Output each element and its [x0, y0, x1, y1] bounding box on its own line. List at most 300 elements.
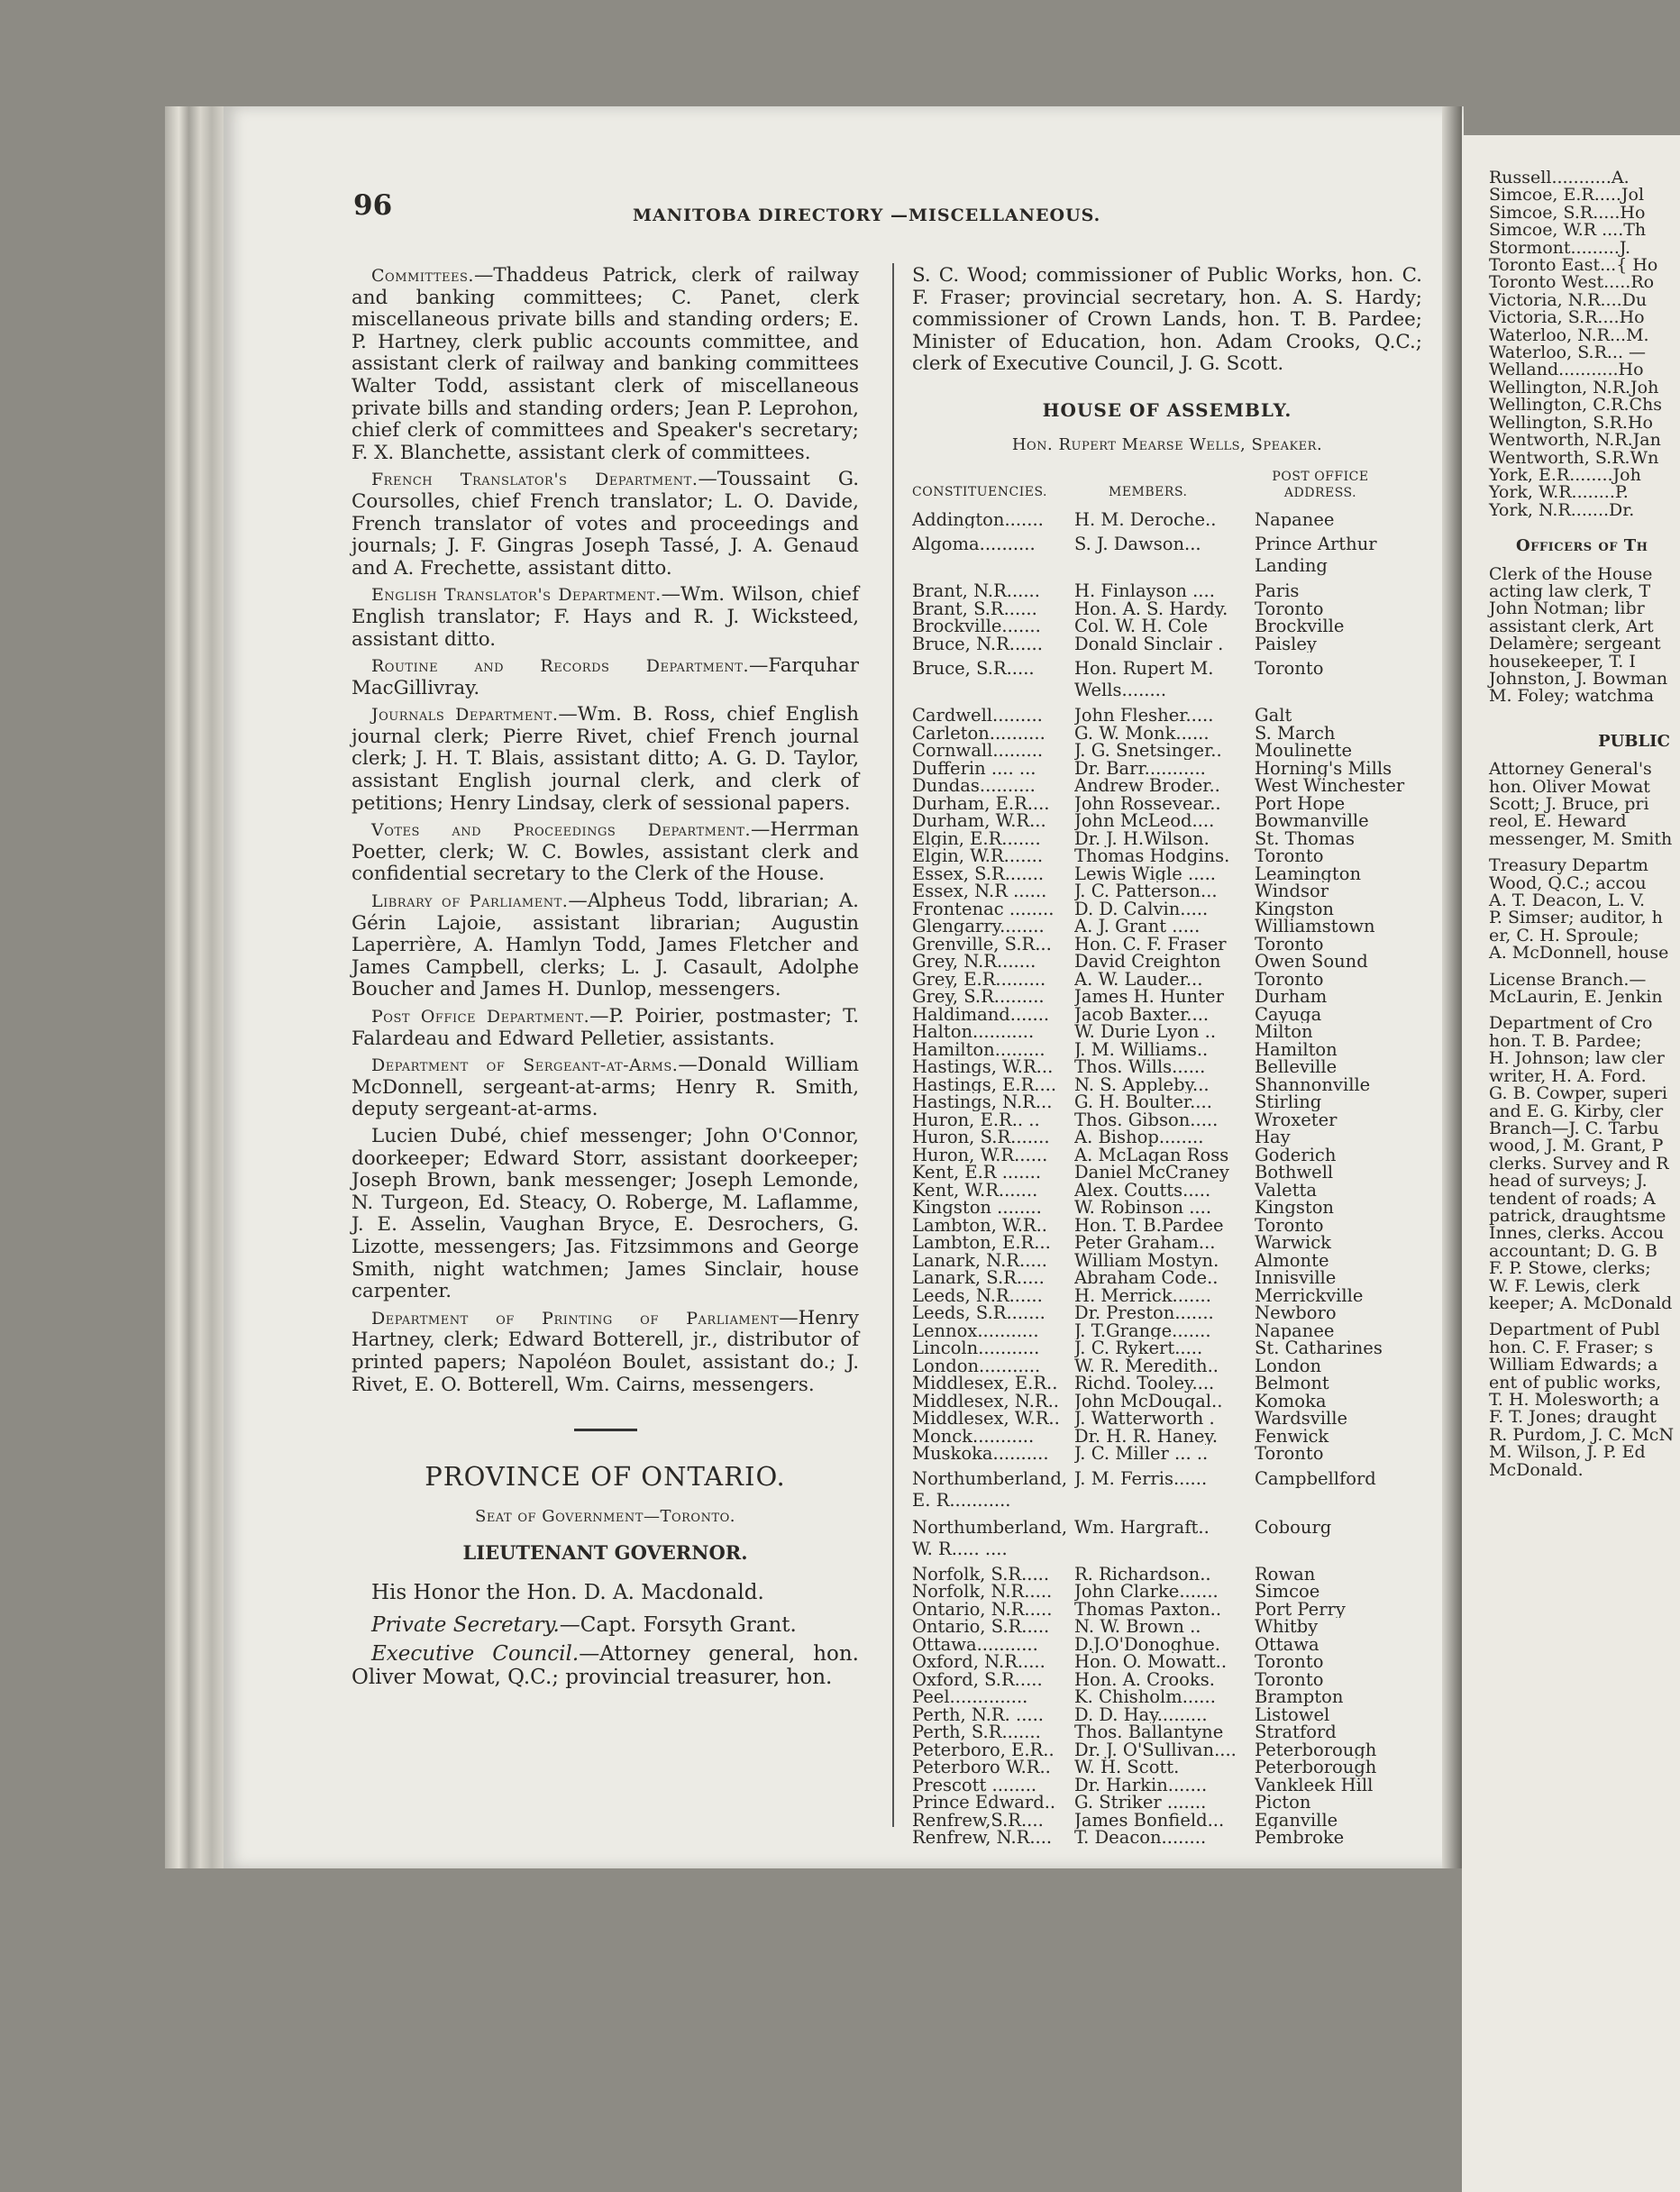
text-line: hon. Oliver Mowat [1489, 776, 1650, 797]
constituency-cell: Hastings, E.R.... [912, 1075, 1057, 1094]
text-line: ent of public works, [1489, 1372, 1662, 1393]
post-office-cell: Toronto [1255, 1445, 1324, 1463]
list-item: Simcoe, S.R.....Ho [1489, 202, 1646, 223]
text-line: head of surveys; J. [1489, 1171, 1648, 1192]
member-cell: John McLeod.... [1074, 812, 1215, 830]
private-secretary-label: Private Secretary. [371, 1612, 560, 1637]
post-office-cell: Toronto [1255, 658, 1324, 680]
member-cell: Lewis Wigle ..... [1074, 864, 1217, 883]
department-paragraph [352, 1006, 859, 1050]
constituency-cell: Renfrew, N.R.... [912, 1829, 1053, 1847]
text-line: F. T. Jones; draught [1489, 1407, 1657, 1428]
member-cell: J. C. Patterson... [1074, 882, 1218, 900]
table-row [912, 1128, 1422, 1146]
text-line: Johnston, J. Bowman [1489, 668, 1668, 689]
text-line: McDonald. [1489, 1459, 1584, 1480]
constituency-cell: Elgin, W.R....... [912, 847, 1044, 865]
department-paragraph [352, 265, 859, 464]
table-row [912, 1741, 1422, 1759]
constituency-cell: Grey, S.R......... [912, 988, 1045, 1006]
constituency-cell: Grey, N.R....... [912, 953, 1036, 971]
post-office-cell: St. Catharines [1255, 1339, 1383, 1357]
member-cell: Richd. Tooley.... [1074, 1375, 1215, 1393]
table-row [912, 1058, 1422, 1076]
officers-text [1489, 563, 1680, 707]
table-row [912, 1688, 1422, 1706]
post-office-cell: Goderich [1255, 1146, 1337, 1164]
table-row [912, 534, 1422, 577]
constituency-cell: Hastings, W.R... [912, 1058, 1054, 1076]
member-cell: A. W. Lauder... [1074, 970, 1203, 989]
member-cell: Dr. Preston....... [1074, 1304, 1214, 1322]
table-row [912, 1566, 1422, 1584]
post-office-cell: Stirling [1255, 1093, 1322, 1111]
text-line: writer, H. A. Ford. [1489, 1065, 1647, 1086]
text-line: Department of Publ [1489, 1320, 1660, 1340]
post-office-cell: Milton [1255, 1023, 1313, 1041]
member-cell: N. S. Appleby... [1074, 1075, 1210, 1094]
table-row [912, 760, 1422, 778]
table-row [912, 1445, 1422, 1463]
post-office-cell: Picton [1255, 1794, 1311, 1812]
post-office-cell: Napanee [1255, 1321, 1335, 1340]
member-cell: G. W. Monk...... [1074, 724, 1210, 743]
text-line: accountant; D. G. B [1489, 1240, 1657, 1261]
text-line: McLaurin, E. Jenkin [1489, 987, 1663, 1008]
table-row [912, 1671, 1422, 1689]
table-row [912, 1357, 1422, 1375]
text-line: Innes, clerks. Accou [1489, 1223, 1665, 1244]
member-cell: J. G. Snetsinger.. [1074, 742, 1222, 760]
table-row [912, 777, 1422, 795]
member-cell: Hon. Rupert M. Wells........ [1074, 658, 1214, 701]
text-line: hon. C. F. Fraser; s [1489, 1337, 1654, 1357]
constituency-cell: Bruce, N.R...... [912, 635, 1043, 653]
department-paragraph [352, 1308, 859, 1396]
text-line: housekeeper, T. I [1489, 651, 1636, 671]
post-office-cell: Wardsville [1255, 1410, 1348, 1428]
table-row [912, 1653, 1422, 1671]
text-line: er, C. H. Sproule; [1489, 925, 1639, 945]
table-row [912, 1517, 1422, 1560]
member-cell: Thomas Paxton.. [1074, 1600, 1222, 1619]
member-cell: J. C. Miller ... .. [1074, 1445, 1209, 1463]
table-row [912, 795, 1422, 813]
table-row [912, 600, 1422, 618]
section-divider [574, 1429, 637, 1431]
text-line: acting law clerk, T [1489, 580, 1651, 601]
member-cell: Wm. Hargraft.. [1074, 1516, 1210, 1538]
table-row [912, 1041, 1422, 1059]
table-row [912, 1182, 1422, 1200]
table-row [912, 1269, 1422, 1287]
constituency-cell: Prescott ........ [912, 1776, 1037, 1795]
list-item: Toronto East...{ Ho [1489, 255, 1658, 276]
constituency-cell: Lincoln........... [912, 1339, 1040, 1357]
text-line: M. Foley; watchma [1489, 686, 1655, 707]
constituency-cell: Essex, S.R....... [912, 864, 1045, 883]
list-item: Russell...........A. [1489, 168, 1630, 187]
department-heading: Post Office Department. [371, 1007, 590, 1027]
constituency-cell: Cornwall......... [912, 742, 1044, 760]
text-line: John Notman; libr [1489, 598, 1645, 619]
text-line: Branch—J. C. Tarbu [1489, 1118, 1659, 1138]
member-cell: W. R. Meredith.. [1074, 1356, 1219, 1375]
text-line: clerks. Survey and R [1489, 1153, 1669, 1174]
constituency-cell: Cardwell......... [912, 707, 1043, 725]
post-office-cell: Port Hope [1255, 794, 1346, 813]
member-cell: J. T.Grange....... [1074, 1321, 1211, 1340]
text-line: wood, J. M. Grant, P [1489, 1136, 1664, 1156]
post-office-cell: Horning's Mills [1255, 759, 1392, 778]
member-cell: W. Durie Lyon .. [1074, 1023, 1217, 1041]
post-office-cell: Merrickville [1255, 1286, 1364, 1305]
member-cell: Hon. A. S. Hardy. [1074, 599, 1228, 618]
constituency-cell: Halton........... [912, 1023, 1035, 1041]
post-office-cell: Bothwell [1255, 1164, 1334, 1182]
member-cell: John Clarke....... [1074, 1583, 1219, 1601]
member-cell: Hon. O. Mowatt.. [1074, 1653, 1228, 1671]
public-departments-text [1489, 761, 1680, 1479]
post-office-cell: Newboro [1255, 1304, 1337, 1322]
member-cell: Daniel McCraney [1074, 1164, 1229, 1182]
post-office-cell: Toronto [1255, 1216, 1324, 1235]
speaker-line: Hon. Rupert Mearse Wells, Speaker. [1011, 434, 1323, 454]
private-secretary-text: —Capt. Forsyth Grant. [559, 1612, 797, 1637]
table-row [912, 1076, 1422, 1094]
post-office-cell: Innisville [1255, 1269, 1337, 1287]
text-line: G. B. Cowper, superi [1489, 1083, 1667, 1104]
list-item: Wentworth, S.R.Wn [1489, 447, 1659, 468]
post-office-cell: Shannonville [1255, 1075, 1371, 1094]
table-row [912, 1006, 1422, 1024]
table-row [912, 1706, 1422, 1724]
table-row [912, 988, 1422, 1006]
text-line: Department of Cro [1489, 1013, 1653, 1034]
table-row [912, 1636, 1422, 1654]
post-office-cell: Valetta [1255, 1181, 1317, 1200]
text-line: P. Simser; auditor, h [1489, 908, 1663, 928]
post-office-cell: Toronto [1255, 847, 1324, 865]
member-cell: Col. W. H. Cole [1074, 617, 1209, 635]
member-cell: Hon. A. Crooks. [1074, 1670, 1215, 1689]
text-line: messenger, M. Smith [1489, 828, 1673, 849]
member-cell: D. D. Calvin..... [1074, 900, 1209, 918]
member-cell: Dr. J. O'Sullivan.... [1074, 1740, 1237, 1759]
constituency-cell: Huron, W.R...... [912, 1146, 1048, 1164]
constituency-cell: Middlesex, N.R.. [912, 1392, 1059, 1411]
book-gutter [1442, 106, 1462, 1868]
adjacent-page [1462, 135, 1680, 2192]
table-row [912, 1375, 1422, 1393]
adjacent-page-text [1462, 135, 1680, 1479]
text-line: A. McDonnell, house [1489, 943, 1669, 964]
constituency-cell: Huron, S.R....... [912, 1128, 1050, 1146]
list-item: Victoria, N.R....Du [1489, 289, 1648, 310]
lg-name-text: His Honor the Hon. D. A. Macdonald. [371, 1580, 764, 1604]
text-line: Wood, Q.C.; accou [1489, 872, 1647, 893]
department-paragraph [352, 890, 859, 1001]
department-text: —Alpheus Todd, librarian; A. Gérin Lajoie, assistant librarian; Augustin Laperrière, A. Hamlyn Todd, James Fletcher and James Campbell, clerks; L. J. Casault, Adolphe Boucher and James H. Dunlop, messengers. [352, 890, 859, 1001]
post-office-cell: Simcoe [1255, 1583, 1320, 1601]
constituency-cell: Middlesex, W.R.. [912, 1410, 1060, 1428]
text-line: patrick, draughtsme [1489, 1205, 1666, 1226]
post-office-cell: Paris [1255, 582, 1300, 600]
post-office-cell: Port Perry [1255, 1600, 1346, 1619]
executive-council [352, 1642, 859, 1689]
executive-council-text: —Attorney general, hon. Oliver Mowat, Q.C.; provincial treasurer, hon. [352, 1641, 859, 1689]
list-item: Simcoe, W.R ....Th [1489, 220, 1647, 241]
constituency-cell: Lanark, S.R..... [912, 1269, 1045, 1287]
table-row [912, 1812, 1422, 1830]
department-paragraph [352, 584, 859, 651]
header-constituencies: CONSTITUENCIES. [912, 485, 1048, 500]
post-office-cell: Toronto [1255, 1670, 1324, 1689]
member-cell: R. Richardson.. [1074, 1565, 1211, 1584]
constituency-cell: Peterboro W.R.. [912, 1758, 1051, 1776]
executive-council-continuation: S. C. Wood; commissioner of Public Works, hon. C. F. Fraser; provincial secretary, hon. A. S. Hardy; commissioner of Crown Lands, hon. T. B. Pardee; Minister of Education, hon. Adam Crooks, Q.C.; clerk of Executive Council, J. G. Scott. [912, 264, 1422, 376]
constituency-cell: Ontario, S.R..... [912, 1618, 1050, 1636]
department-text: —P. Poirier, postmaster; T. Falardeau and Edward Pelletier, assistants. [352, 1005, 859, 1050]
table-row [912, 1723, 1422, 1741]
post-office-cell: Peterborough [1255, 1758, 1377, 1776]
running-title: MANITOBA DIRECTORY —MISCELLANEOUS. [633, 206, 1101, 225]
table-row [912, 865, 1422, 883]
table-row [912, 1287, 1422, 1305]
member-cell: Thos. Wills...... [1074, 1058, 1206, 1076]
department-heading: Library of Parliament. [371, 891, 569, 912]
text-line: reol, E. Heward [1489, 811, 1627, 832]
post-office-cell: Rowan [1255, 1565, 1316, 1584]
table-row [912, 707, 1422, 725]
list-item: Victoria, S.R....Ho [1489, 307, 1645, 328]
member-cell: T. Deacon........ [1074, 1829, 1207, 1847]
table-row [912, 1234, 1422, 1252]
post-office-cell: Paisley [1255, 635, 1317, 653]
post-office-cell: Wroxeter [1255, 1110, 1338, 1129]
list-item: Waterloo, S.R... — [1489, 342, 1647, 363]
post-office-cell: West Winchester [1255, 777, 1405, 795]
list-item: Waterloo, N.R...M. [1489, 324, 1649, 345]
member-cell: K. Chisholm...... [1074, 1688, 1216, 1706]
member-cell: S. J. Dawson... [1074, 534, 1201, 555]
post-office-cell: Campbellford [1255, 1467, 1376, 1489]
table-row [912, 1339, 1422, 1357]
list-item: Wellington, C.R.Chs [1489, 395, 1663, 416]
member-cell: Thos. Gibson..... [1074, 1110, 1219, 1129]
post-office-cell: Prince Arthur Landing [1255, 534, 1377, 577]
constituency-cell: Huron, E.R.. .. [912, 1110, 1040, 1129]
adjacent-constituency-rows [1489, 169, 1680, 519]
constituency-cell: Grenville, S.R... [912, 935, 1052, 954]
post-office-cell: Williamstown [1255, 918, 1375, 936]
department-heading: Routine and Records Department. [371, 656, 750, 677]
department-text: —Thaddeus Patrick, clerk of railway and banking committees; C. Panet, clerk miscellaneous private bills and standing orders; E. P. Hartney, clerk public accounts committee, and assistant clerk of railway and banking committees Walter Todd, assistant clerk of miscellaneous private bills and standing orders; Jean P. Leprohon, chief clerk of committees and Speaker's secretary; F. X. Blanchette, assistant clerk of committees. [352, 264, 859, 464]
department-paragraph [352, 1055, 859, 1121]
constituency-cell: Northumberland, W. R..... .... [912, 1516, 1068, 1559]
table-row [912, 725, 1422, 743]
constituency-cell: Lambton, W.R.. [912, 1216, 1047, 1235]
post-office-cell: Kingston [1255, 900, 1334, 918]
member-cell: Andrew Broder.. [1074, 777, 1220, 795]
post-office-cell: Toronto [1255, 935, 1324, 954]
text-line: Scott; J. Bruce, pri [1489, 794, 1649, 814]
post-office-cell: Peterborough [1255, 1740, 1377, 1759]
member-cell: W. Robinson .... [1074, 1199, 1212, 1217]
text-line: M. Wilson, J. P. Ed [1489, 1442, 1646, 1463]
text-line: Attorney General's [1489, 759, 1652, 780]
post-office-cell: Ottawa [1255, 1635, 1319, 1654]
constituency-cell: Ottawa........... [912, 1635, 1038, 1654]
department-text: —Farquhar MacGillivray. [352, 654, 859, 699]
department-paragraph [352, 704, 859, 815]
text-line: tendent of roads; A [1489, 1188, 1656, 1209]
constituency-cell: Middlesex, E.R.. [912, 1375, 1058, 1393]
department-text: —Wm. B. Ross, chief English journal clerk; Pierre Rivet, chief French journal clerk; J. H. T. Blais, assistant ditto; A. G. D. Taylor, assistant English journal clerk, and clerk of petitions; Henry Lindsay, clerk of sessional papers. [352, 703, 859, 815]
department-heading: Committees. [371, 266, 474, 286]
department-text: —Donald William McDonnell, sergeant-at-arms; Henry R. Smith, deputy sergeant-at-arms. [352, 1054, 860, 1121]
list-item: York, W.R........P. [1489, 482, 1629, 503]
officers-heading: Officers of Th [1516, 536, 1648, 556]
post-office-cell: Windsor [1255, 882, 1329, 900]
member-cell: Dr. J. H.Wilson. [1074, 829, 1210, 848]
constituency-cell: Grey, E.R......... [912, 970, 1046, 989]
table-row [912, 582, 1422, 600]
post-office-cell: Eganville [1255, 1811, 1338, 1830]
constituency-cell: Carleton.......... [912, 724, 1045, 743]
post-office-cell: Bowmanville [1255, 812, 1369, 830]
member-cell: James H. Hunter [1074, 988, 1224, 1006]
post-office-cell: Pembroke [1255, 1829, 1345, 1847]
member-cell: D.J.O'Donoghue. [1074, 1635, 1220, 1654]
constituency-cell: Brant, N.R...... [912, 582, 1040, 600]
department-heading: Department of Sergeant-at-Arms. [371, 1055, 679, 1076]
table-row [912, 812, 1422, 830]
constituency-cell: Hamilton......... [912, 1040, 1045, 1059]
department-paragraph [352, 1126, 859, 1303]
constituency-cell: Lanark, N.R..... [912, 1251, 1047, 1270]
department-heading: Votes and Proceedings Department. [371, 820, 752, 841]
member-cell: Hon. T. B.Pardee [1074, 1216, 1224, 1235]
post-office-cell: Brampton [1255, 1688, 1344, 1706]
executive-council-label: Executive Council. [371, 1641, 580, 1666]
text-line: hon. T. B. Pardee; [1489, 1030, 1642, 1051]
post-office-cell: Whitby [1255, 1618, 1319, 1636]
member-cell: David Creighton [1074, 953, 1221, 971]
department-heading: French Translator's Department. [371, 470, 698, 490]
table-row [912, 847, 1422, 865]
table-row [912, 1410, 1422, 1428]
table-row [912, 742, 1422, 760]
post-office-cell: Toronto [1255, 970, 1324, 989]
table-row [912, 1093, 1422, 1111]
table-row [912, 658, 1422, 701]
table-row [912, 1111, 1422, 1129]
post-office-cell: Durham [1255, 988, 1328, 1006]
table-row [912, 1583, 1422, 1601]
constituency-cell: Kent, W.R....... [912, 1181, 1038, 1200]
member-cell: Dr. Barr........... [1074, 759, 1206, 778]
post-office-cell: Warwick [1255, 1234, 1331, 1252]
header-members: MEMBERS. [1109, 485, 1188, 500]
table-row [912, 1023, 1422, 1041]
post-office-cell: Komoka [1255, 1392, 1327, 1411]
table-row [912, 617, 1422, 635]
department-paragraphs [352, 265, 859, 1396]
constituency-cell: Kent, E.R ....... [912, 1164, 1042, 1182]
table-row [912, 1618, 1422, 1636]
department-text: —Wm. Wilson, chief English translator; F. Hays and R. J. Wicksteed, assistant ditto. [352, 583, 859, 651]
text-line: R. Purdom, J. C. McN [1489, 1424, 1675, 1445]
table-row [912, 1322, 1422, 1340]
list-item: York, N.R.......Dr. [1489, 499, 1635, 520]
member-cell: H. Finlayson .... [1074, 582, 1215, 600]
constituency-cell: Muskoka.......... [912, 1445, 1049, 1463]
constituency-cell: Haldimand....... [912, 1005, 1050, 1024]
text-line: William Edwards; a [1489, 1355, 1658, 1375]
list-item: Stormont.........J. [1489, 237, 1631, 258]
public-heading: PUBLIC [1598, 731, 1670, 751]
list-item: Wellington, N.R.Joh [1489, 377, 1659, 397]
constituency-cell: Monck........... [912, 1427, 1035, 1446]
constituency-cell: Brockville....... [912, 617, 1041, 635]
post-office-cell: Toronto [1255, 1653, 1324, 1671]
table-row [912, 830, 1422, 848]
department-heading: Journals Department. [371, 705, 559, 726]
constituency-cell: Peterboro, E.R.. [912, 1740, 1055, 1759]
member-cell: John Flesher..... [1074, 707, 1214, 725]
left-column [352, 265, 859, 1689]
table-row [912, 971, 1422, 989]
post-office-cell: Kingston [1255, 1199, 1334, 1217]
text-line: F. P. Stowe, clerks; [1489, 1258, 1651, 1279]
post-office-cell: Toronto [1255, 599, 1324, 618]
lieutenant-governor-heading: LIEUTENANT GOVERNOR. [462, 1541, 748, 1565]
member-cell: John Rossevear.. [1074, 794, 1221, 813]
constituency-cell: Norfolk, N.R..... [912, 1583, 1053, 1601]
department-paragraph [352, 655, 859, 699]
text-line: License Branch.— [1489, 969, 1647, 990]
post-office-cell: London [1255, 1356, 1322, 1375]
text-line: keeper; A. McDonald [1489, 1292, 1673, 1313]
department-paragraph [352, 819, 859, 886]
table-row [912, 882, 1422, 900]
text-line: assistant clerk, Art [1489, 616, 1654, 636]
table-row [912, 1252, 1422, 1270]
member-cell: James Bonfield... [1074, 1811, 1225, 1830]
constituency-cell: Prince Edward.. [912, 1794, 1056, 1812]
constituency-cell: Durham, E.R.... [912, 794, 1050, 813]
post-office-cell: Almonte [1255, 1251, 1329, 1270]
list-item: Wentworth, N.R.Jan [1489, 430, 1661, 451]
post-office-cell: Belleville [1255, 1058, 1338, 1076]
post-office-cell: Stratford [1255, 1723, 1337, 1741]
constituency-cell: Elgin, E.R....... [912, 829, 1041, 848]
text-line: H. Johnson; law cler [1489, 1048, 1665, 1069]
department-paragraph [352, 469, 859, 580]
book-page-edges [165, 106, 228, 1868]
post-office-cell: Galt [1255, 707, 1292, 725]
member-cell: J. Watterworth . [1074, 1410, 1215, 1428]
constituency-cell: Essex, N.R ...... [912, 882, 1047, 900]
table-row [912, 953, 1422, 971]
member-cell: Alex. Coutts..... [1074, 1181, 1211, 1200]
constituency-cell: Oxford, N.R..... [912, 1653, 1045, 1671]
member-cell: Donald Sinclair . [1074, 635, 1224, 653]
table-row [912, 1428, 1422, 1446]
table-row [912, 1393, 1422, 1411]
department-heading: Department of Printing of Parliament [371, 1308, 780, 1329]
